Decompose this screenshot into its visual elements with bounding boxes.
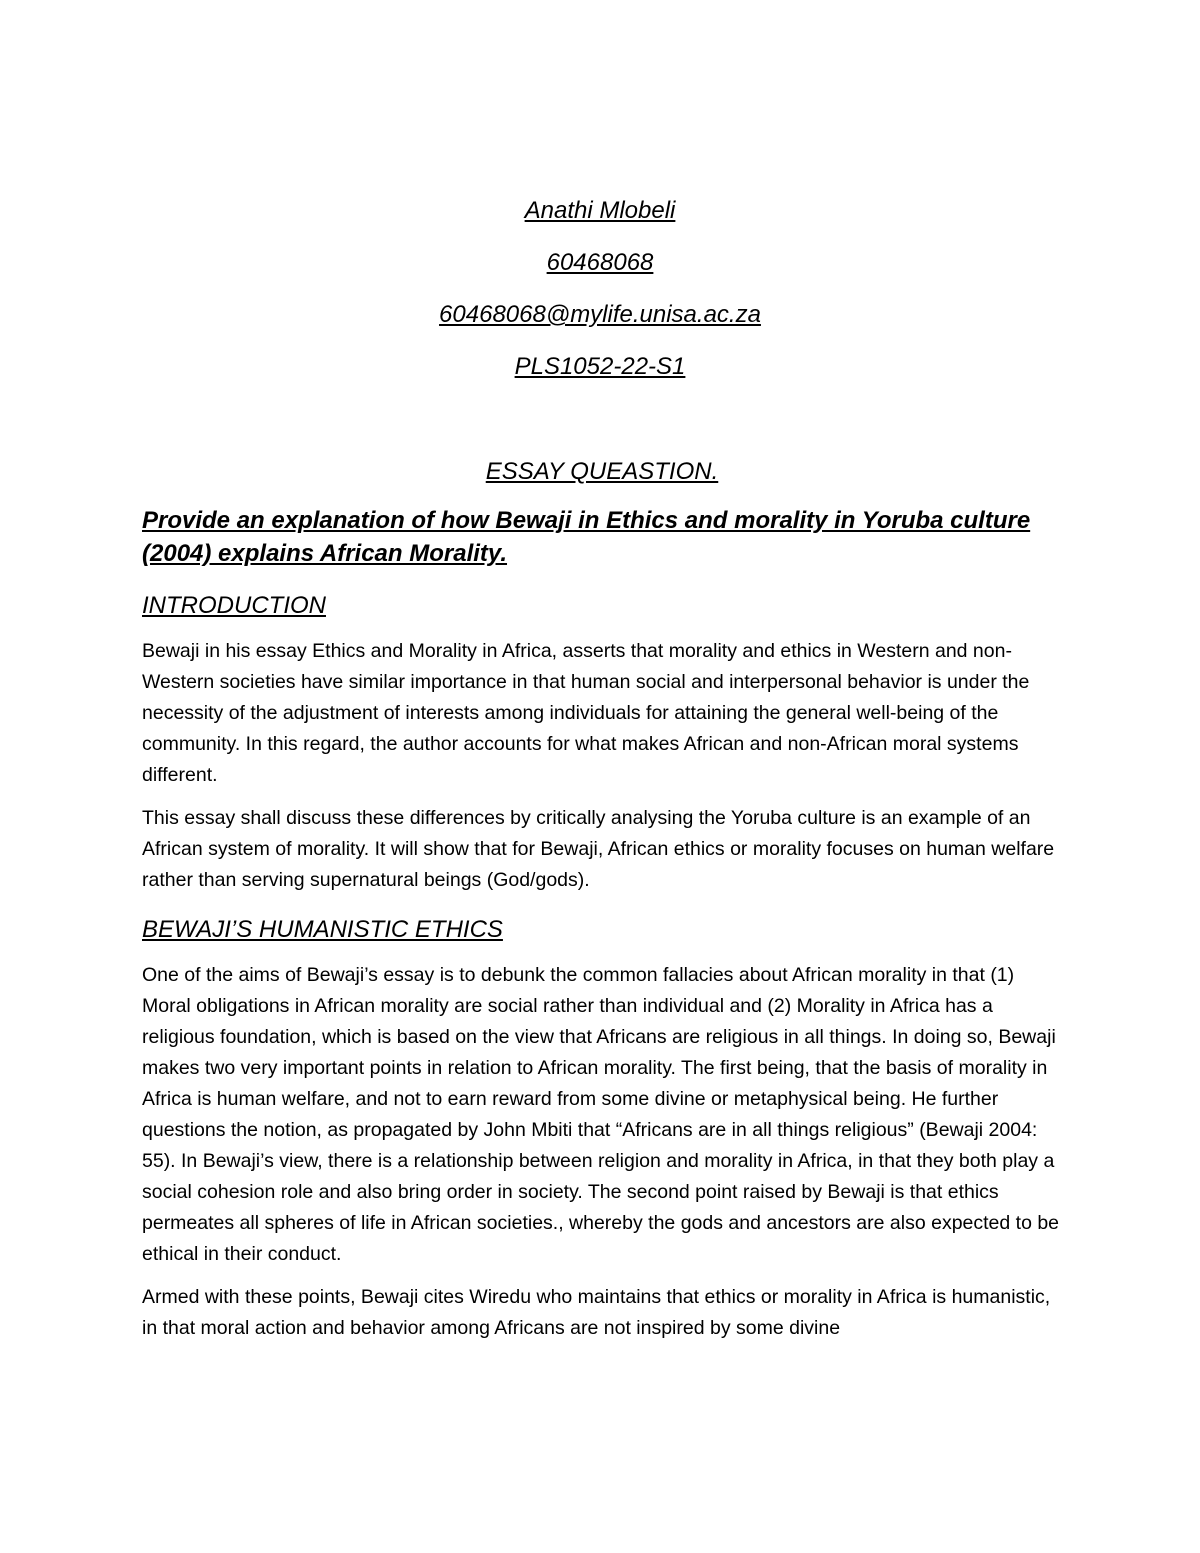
- essay-question-text: Provide an explanation of how Bewaji in Ethics and morality in Yoruba culture (2004) explains African Morality.: [142, 507, 1031, 567]
- essay-body: [142, 456, 1062, 1356]
- module-code: PLS1052-22-S1: [514, 353, 686, 380]
- essay-question-title: ESSAY QUEASTION.: [485, 458, 719, 485]
- humanistic-ethics-paragraph: Armed with these points, Bewaji cites Wiredu who maintains that ethics or morality in Africa is humanistic, in that moral action and behavior among Africans are not inspired by some divine: [142, 1286, 1051, 1339]
- introduction-heading: INTRODUCTION: [142, 592, 326, 619]
- humanistic-ethics-heading: BEWAJI’S HUMANISTIC ETHICS: [142, 916, 503, 943]
- introduction-paragraph: This essay shall discuss these differences by critically analysing the Yoruba culture is an example of an African system of morality. It will show that for Bewaji, African ethics or morality focuses on human welfare rather than serving supernatural beings (God/gods).: [142, 807, 1055, 891]
- author-name: Anathi Mlobeli: [524, 197, 676, 224]
- student-email: 60468068@mylife.unisa.ac.za: [439, 301, 761, 328]
- humanistic-ethics-paragraph: One of the aims of Bewaji’s essay is to debunk the common fallacies about African morality in that (1) Moral obligations in African morality are social rather than individual and (2) Morality in Africa has a religious foundation, which is based on the view that Africans are religious in all things. In doing so, Bewaji makes two very important points in relation to African morality. The first being, that the basis of morality in Africa is human welfare, and not to earn reward from some divine or metaphysical being. He further questions the notion, as propagated by John Mbiti that “Africans are in all things religious” (Bewaji 2004: 55). In Bewaji’s view, there is a relationship between religion and morality in Africa, in that they both play a social cohesion role and also bring order in society. The second point raised by Bewaji is that ethics permeates all spheres of life in African societies., whereby the gods and ancestors are also expected to be ethical in their conduct.: [142, 964, 1060, 1265]
- introduction-paragraph: Bewaji in his essay Ethics and Morality in Africa, asserts that morality and ethics in Western and non-Western societies have similar importance in that human social and interpersonal behavior is under the necessity of the adjustment of interests among individuals for attaining the general well-being of the community. In this regard, the author accounts for what makes African and non-African moral systems different.: [142, 640, 1030, 786]
- student-number: 60468068: [546, 249, 654, 276]
